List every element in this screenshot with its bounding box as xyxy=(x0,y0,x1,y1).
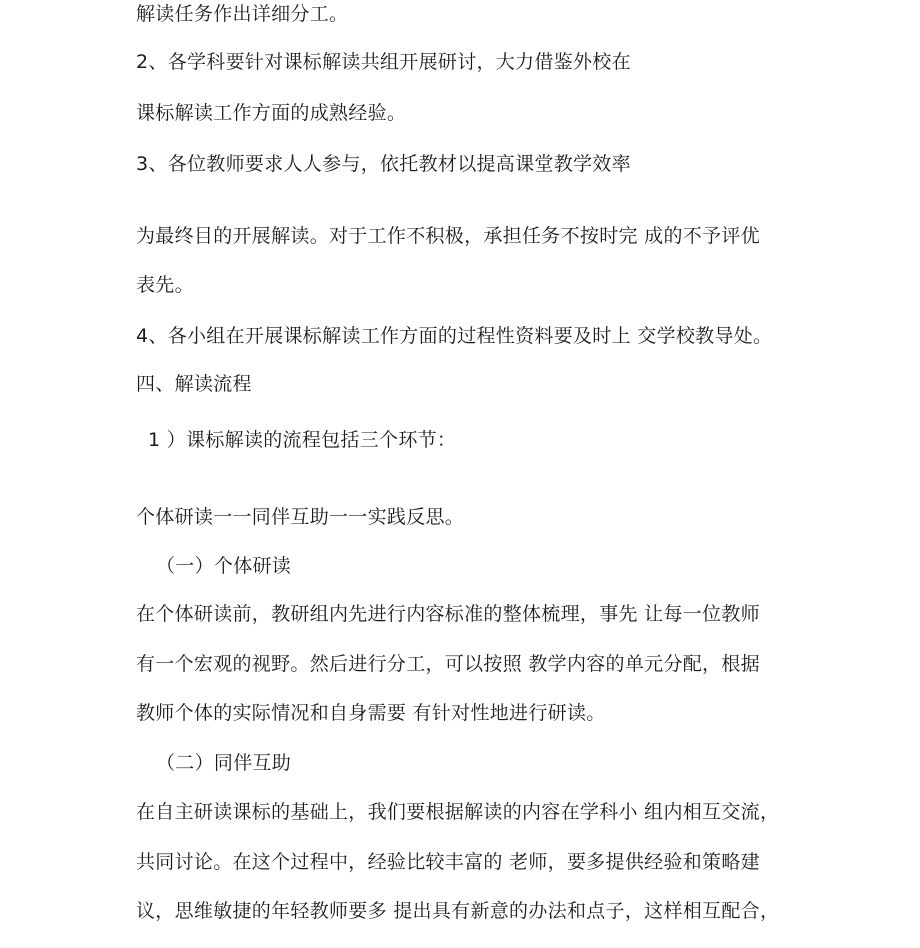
text-line: 个体研读一一同伴互助一一实践反思。 xyxy=(136,506,465,528)
text-line: 表先。 xyxy=(136,274,194,296)
section-heading: 四、解读流程 xyxy=(136,373,252,395)
subsection-heading: （一）个体研读 xyxy=(156,555,292,577)
text-line: 共同讨论。在这个过程中，经验比较丰富的 老师，要多提供经验和策略建 xyxy=(136,851,760,873)
text-line: 课标解读工作方面的成熟经验。 xyxy=(136,102,407,124)
text-line: 教师个体的实际情况和自身需要 有针对性地进行研读。 xyxy=(136,702,606,724)
text-line: 解读任务作出详细分工。 xyxy=(136,3,349,25)
text-line: 4、各小组在开展课标解读工作方面的过程性资料要及时上 交学校教导处。 xyxy=(136,325,773,347)
text-line: 3、各位教师要求人人参与，依托教材以提高课堂教学效率 xyxy=(136,153,631,175)
text-line: 议，思维敏捷的年轻教师要多 提出具有新意的办法和点子，这样相互配合， xyxy=(136,900,780,922)
text-line: 2、各学科要针对课标解读共组开展研讨，大力借鉴外校在 xyxy=(136,51,631,73)
text-line: 为最终目的开展解读。对于工作不积极，承担任务不按时完 成的不予评优 xyxy=(136,225,760,247)
text-line: 在个体研读前，教研组内先进行内容标准的整体梳理，事先 让每一位教师 xyxy=(136,603,760,625)
text-line: 有一个宏观的视野。然后进行分工，可以按照 教学内容的单元分配，根据 xyxy=(136,653,760,675)
text-line: 在自主研读课标的基础上，我们要根据解读的内容在学科小 组内相互交流， xyxy=(136,801,780,823)
text-line: 1 ）课标解读的流程包括三个环节： xyxy=(148,429,457,451)
subsection-heading: （二）同伴互助 xyxy=(156,752,292,774)
